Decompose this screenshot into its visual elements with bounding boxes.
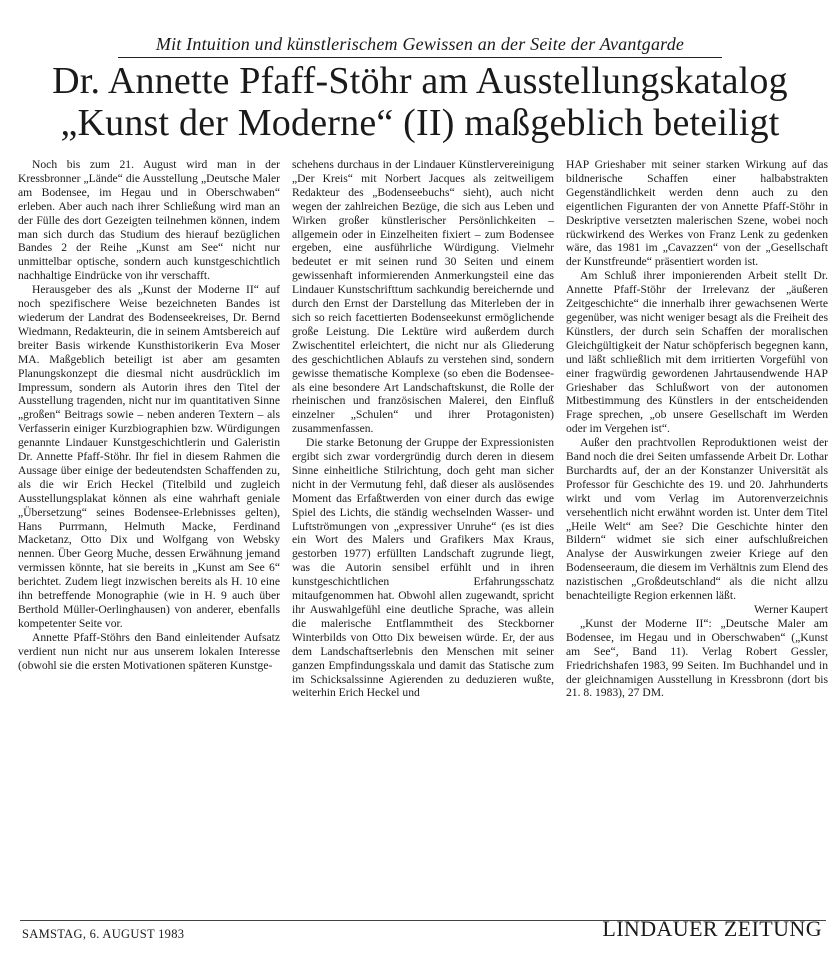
headline-line-2: „Kunst der Moderne“ (II) maßgeblich beteiligt <box>60 102 780 144</box>
column-2 <box>292 158 554 700</box>
paragraph: Die starke Betonung der Gruppe der Expressionisten ergibt sich zwar vordergründig durch deren in diesem Sinne einheitliche Stilrichtung, doch geht man sicher nicht in der Vermutung fehl, daß dieser als auslösendes Moment das Erfaßtwerden von einer durch das ewige Spiel des Lichts, die ständig wechselnden Wasser- und Luftströmungen von „expressiver Unruhe“ (es ist dies ein Wort des Malers und Grafikers Max Kraus, gestorben 1977) erfüllten Landschaft zugrunde liegt, was die Autorin sensibel erfühlt und in ihren kunstgeschichtlichen Erfahrungsschatz mitaufgenommen hat. Obwohl allen zugewandt, spricht ihr Auswahlgefühl eine deutliche Sprache, was allein die malerische Entflammtheit des Steckborner Winterbilds von Otto Dix beweisen würde. Er, der aus dem Landschaftserlebnis den Menschen mit seiner ganzen Empfindungsskala und damit das Statische zum im Schicksalssinne Agierenden zu deduzieren wußte, weiterhin Erich Heckel und <box>292 436 554 700</box>
column-1 <box>18 158 280 672</box>
kicker-rule <box>118 57 722 58</box>
book-source-note: „Kunst der Moderne II“: „Deutsche Maler am Bodensee, im Hegau und in Oberschwaben“ („Kunst am See“, Band 11). Verlag Robert Gessler, Friedrichshafen 1983, 99 Seiten. Im Buchhandel und in der gleichnamigen Ausstellung in Kressbronn (dort bis 21. 8. 1983), 27 DM. <box>566 616 828 700</box>
newspaper-name: LINDAUER ZEITUNG <box>602 916 822 941</box>
headline-line-1: Dr. Annette Pfaff-Stöhr am Ausstellungskatalog <box>52 60 788 102</box>
paragraph: Am Schluß ihrer imponierenden Arbeit stellt Dr. Annette Pfaff-Stöhr der Irrelevanz der „äußeren Zeitgeschichte“ die innerhalb ihrer gewachsenen Werte gegenüber, was nicht weniger besagt als die Freiheit des Künstlers, der durch sein Schaffen der moralischen Gleichgültigkeit der Natur schöpferisch begegnen kann, und läßt schließlich mit dem irritierten Vorgefühl von einer fragwürdig gewordenen Jahrtausendwende HAP Grieshaber das Schlußwort von der autonomen Mitbestimmung des Künstlers in der entscheidenden Frage sprechen, „ob unsere Gesellschaft im Werden oder im Vergehen ist“. <box>566 269 828 436</box>
author-signature: Werner Kaupert <box>753 603 828 616</box>
column-3 <box>566 158 828 700</box>
headline <box>0 60 840 144</box>
footer-date: SAMSTAG, 6. AUGUST 1983 <box>22 927 185 941</box>
paragraph: Außer den prachtvollen Reproduktionen weist der Band noch die drei Seiten umfassende Arbeit Dr. Lothar Burchardts auf, der an der Konstanzer Universität als Professor für Geschichte des 19. und 20. Jahrhunderts wirkt und vom Verlag im Autorenverzeichnis versehentlich nicht erwähnt worden ist. Unter dem Titel „Heile Welt“ am See? Die Geschichte hinter den Bildern“ widmet sie sich einer aufschlußreichen Analyse der Auswirkungen zweier Kriege auf den Bodenseeraum, die diesem im Verhältnis zum Elend des nazistischen „Großdeutschland“ als die nicht allzu benachteiligte Region erkennen läßt. <box>566 436 828 603</box>
paragraph: schehens durchaus in der Lindauer Künstlervereinigung „Der Kreis“ mit Norbert Jacques als zeitweiligem Redakteur des „Bodenseebuchs“ sieht), auch nicht wegen der zahlreichen Bezüge, die sich aus Leben und Wirken großer künstlerischer Persönlichkeiten – allgemein oder in Einzelheiten fixiert – zum Bodensee ergeben, eine ausführliche Würdigung. Vielmehr bedeutet er mit seinen rund 30 Seiten und einem gewissenhaft informierenden Anmerkungsteil eine das Lindauer Kunstschrifttum sachkundig bereichernde und durch den Ernst der Darstellung das Miterleben der in sich so reich facettierten Bodenseekunst ermöglichende große Leistung. Die Lektüre wird außerdem durch Zwischentitel erleichtert, die nicht nur als Gliederung des geschichtlichen Ablaufs zu verstehen sind, sondern gewisse thematische Komplexe (so eben die Bodensee- als eine besondere Art Landschaftskunst, die Rolle der rheinischen und französischen Malerei, den Einfluß einzelner „Schulen“ und ihrer Protagonisten) zusammenfassen. <box>292 158 554 436</box>
article-columns <box>18 158 828 700</box>
paragraph: HAP Grieshaber mit seiner starken Wirkung auf das bildnerische Schaffen einer halbabstrakten Gegenständlichkeit werden denn auch zu den eigentlichen Figuranten der von Annette Pfaff-Stöhr in Deskriptive versetzten malerischen Szene, wobei noch rückwirkend des Werkes von Franz Lenk zu gedenken wäre, das 1981 im „Cavazzen“ von der „Gesellschaft der Kunstfreunde“ präsentiert worden ist. <box>566 158 828 269</box>
paragraph: Annette Pfaff-Stöhrs den Band einleitender Aufsatz verdient nun nicht nur aus unserem lokalen Interesse (obwohl sie die ersten Motivationen späteren Kunstge- <box>18 630 280 672</box>
paragraph: Herausgeber des als „Kunst der Moderne II“ auf noch spezifischere Weise bezeichneten Bandes ist wiederum der Landrat des Bodenseekreises, Dr. Bernd Wiedmann, Redakteurin, die in seinem Amtsbereich auf breiter Basis wirkende Kunsthistorikerin Eva Moser MA. Maßgeblich beteiligt ist aber am gesamten Planungskonzept die diesmal nicht ausdrücklich im Impressum, sondern als Autorin ihres den Titel der Ausstellung tragenden, nicht nur im quantitativen Sinne „großen“ Beitrags sowie – neben anderen Textern – als Verfasserin einiger Kurzbiographien bzw. Würdigungen genannte Lindauer Kunstgeschichtlerin und Galeristin Dr. Annette Pfaff-Stöhr. Ihr fiel in diesem Rahmen die Aussage über einige der bedeutendsten Schaffenden zu, als die wir Erich Heckel (Titelbild und zugleich Ausstellungsplakat können als eine wahrhaft geniale „Übersetzung“ seines Bodensee-Erlebnisses gelten), Hans Purrmann, Helmuth Macke, Ferdinand Macketanz, Otto Dix und Wolfgang von Websky nennen. Über Georg Muche, dessen Erwähnung jemand vermissen könnte, hat sie bereits in „Kunst am See 6“ berichtet. Zudem liegt inzwischen bereits als H. 10 eine ihn betreffende Monographie (wie in H. 9 auch über Berthold Müller-Oerlinghausen) von anderer, ebenfalls kompetenter Seite vor. <box>18 283 280 630</box>
paragraph: Noch bis zum 21. August wird man in der Kressbronner „Lände“ die Ausstellung „Deutsche Maler am Bodensee, im Hegau und in Oberschwaben“ erleben. Aber auch nach ihrer Schließung wird man an der Fülle des dort Gezeigten teilnehmen können, indem man sich durch das Studium des hierauf bezüglichen Bandes 2 der Reihe „Kunst am See“ nicht nur unmittelbar optische, sondern auch kunstgeschichtlich nachhaltige Eindrücke von ihr verschafft. <box>18 158 280 283</box>
kicker: Mit Intuition und künstlerischem Gewissen an der Seite der Avantgarde <box>155 34 685 54</box>
